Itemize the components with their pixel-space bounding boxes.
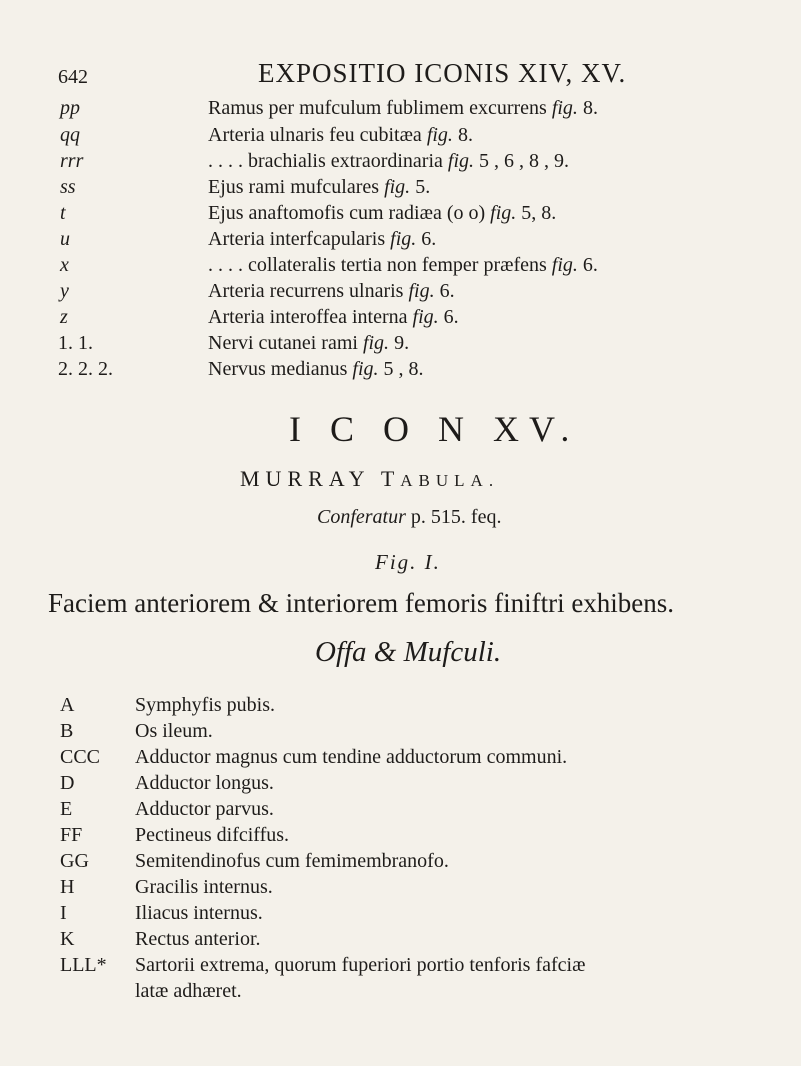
legend-text: Nervi cutanei rami <box>208 332 358 354</box>
fig-ref: 5, 8. <box>521 202 557 224</box>
legend-text: Adductor parvus. <box>135 798 274 820</box>
legend-label: FF <box>60 824 83 846</box>
fig-abbrev: fig. <box>551 254 578 276</box>
legend-row-a <box>60 694 760 718</box>
legend-label: E <box>60 798 73 820</box>
legend-text: Rectus anterior. <box>135 928 261 950</box>
fig-abbrev: fig. <box>490 202 517 224</box>
legend-row-t <box>60 202 760 226</box>
fig-ref: 6. <box>439 280 455 302</box>
legend-text: Gracilis internus. <box>135 876 273 898</box>
fig-ref: 6. <box>443 306 459 328</box>
legend-row-i <box>60 902 760 926</box>
legend-row-b <box>60 720 760 744</box>
legend-row-pp <box>60 97 760 121</box>
legend-row-gg <box>60 850 760 874</box>
fig-heading: Fig. I. <box>375 550 441 574</box>
legend-label: y <box>60 280 69 302</box>
fig-abbrev: fig. <box>551 97 578 119</box>
legend-label: ss <box>60 176 76 198</box>
legend-text: latæ adhæret. <box>135 980 242 1002</box>
legend-row-ccc <box>60 746 760 770</box>
legend-row-1-1 <box>58 332 760 356</box>
conferatur-label: Conferatur <box>317 506 406 528</box>
legend-text: Ejus rami mufculares <box>208 176 380 198</box>
legend-text: Arteria interoffea interna <box>208 306 408 328</box>
legend-text: Ramus per mufculum fublimem excurrens <box>208 97 547 119</box>
legend-text: Os ileum. <box>135 720 213 742</box>
legend-row-y <box>60 280 760 304</box>
legend-label: GG <box>60 850 89 872</box>
fig-ref: 8. <box>457 124 473 146</box>
legend-text: Adductor longus. <box>135 772 274 794</box>
fig-abbrev: fig. <box>384 176 411 198</box>
legend-label: u <box>60 228 70 250</box>
fig-ref: 6. <box>421 228 437 250</box>
fig-ref: 5 , 6 , 8 , 9. <box>479 150 570 172</box>
legend-label: D <box>60 772 75 794</box>
tabula-line <box>240 466 499 492</box>
legend-row-qq <box>60 124 760 148</box>
fig-abbrev: fig. <box>447 150 475 172</box>
conferatur-line <box>317 506 501 529</box>
page-header <box>50 56 751 92</box>
legend-label: t <box>60 202 66 224</box>
section-subhead: Offa & Mufculi. <box>315 636 502 668</box>
legend-label: pp <box>60 97 80 119</box>
legend-text: Arteria ulnaris feu cubitæa <box>208 124 422 146</box>
conferatur-ref: p. 515. feq. <box>410 506 502 528</box>
legend-label: 1. 1. <box>58 332 93 354</box>
legend-row-lll <box>60 954 760 978</box>
legend-row-2-2-2 <box>58 358 760 382</box>
legend-row-ff <box>60 824 760 848</box>
running-title: EXPOSITIO ICONIS XIV, XV. <box>258 58 627 88</box>
fig-ref: 8. <box>582 97 598 119</box>
legend-label: x <box>60 254 69 276</box>
legend-row-continuation <box>60 980 760 1004</box>
tabula-word: ABULA. <box>400 471 500 490</box>
icon-xv-title: I C O N XV. <box>289 409 580 449</box>
legend-label: H <box>60 876 75 898</box>
fig-abbrev: fig. <box>412 306 439 328</box>
fig-ref: 6. <box>582 254 598 276</box>
legend-label: CCC <box>60 746 101 768</box>
legend-label: I <box>60 902 67 924</box>
fig-abbrev: fig. <box>408 280 435 302</box>
legend-row-u <box>60 228 760 252</box>
legend-row-z <box>60 306 760 330</box>
legend-label: rrr <box>60 150 84 172</box>
legend-text: Arteria recurrens ulnaris <box>208 280 404 302</box>
legend-text: . . . . collateralis tertia non femper præfens <box>208 254 547 276</box>
legend-row-d <box>60 772 760 796</box>
legend-label: B <box>60 720 74 742</box>
fig-abbrev: fig. <box>362 332 390 354</box>
legend-label: z <box>60 306 68 328</box>
fig-abbrev: fig. <box>352 358 379 380</box>
legend-label: 2. 2. 2. <box>58 358 113 380</box>
fig-ref: 5. <box>415 176 431 198</box>
legend-text: Ejus anaftomofis cum radiæa (o o) <box>208 202 486 224</box>
fig-ref: 9. <box>394 332 410 354</box>
figure-caption: Faciem anteriorem & interiorem femoris finiftri exhibens. <box>48 588 675 618</box>
legend-row-x <box>60 254 760 278</box>
legend-row-ss <box>60 176 760 200</box>
legend-text: Symphyfis pubis. <box>135 694 276 716</box>
legend-label: K <box>60 928 75 950</box>
page-number: 642 <box>58 66 88 88</box>
fig-ref: 5 , 8. <box>383 358 424 380</box>
legend-label: qq <box>60 124 80 146</box>
legend-text: Iliacus internus. <box>135 902 263 924</box>
legend-row-e <box>60 798 760 822</box>
fig-abbrev: fig. <box>390 228 417 250</box>
legend-text: Nervus medianus <box>208 358 348 380</box>
legend-row-k <box>60 928 760 952</box>
legend-text: . . . . brachialis extraordinaria <box>208 150 443 172</box>
legend-text: Semitendinofus cum femimembranofo. <box>135 850 449 872</box>
legend-text: Arteria interfcapularis <box>208 228 386 250</box>
legend-text: Pectineus difciffus. <box>135 824 290 846</box>
legend-label: LLL* <box>60 954 107 976</box>
legend-row-h <box>60 876 760 900</box>
legend-text: Adductor magnus cum tendine adductorum communi. <box>135 746 568 768</box>
legend-label: A <box>60 694 75 716</box>
legend-row-rrr <box>60 150 760 174</box>
tabula-name: MURRAY T <box>240 466 401 491</box>
legend-text: Sartorii extrema, quorum fuperiori portio tenforis fafciæ <box>135 954 586 976</box>
fig-abbrev: fig. <box>426 124 453 146</box>
